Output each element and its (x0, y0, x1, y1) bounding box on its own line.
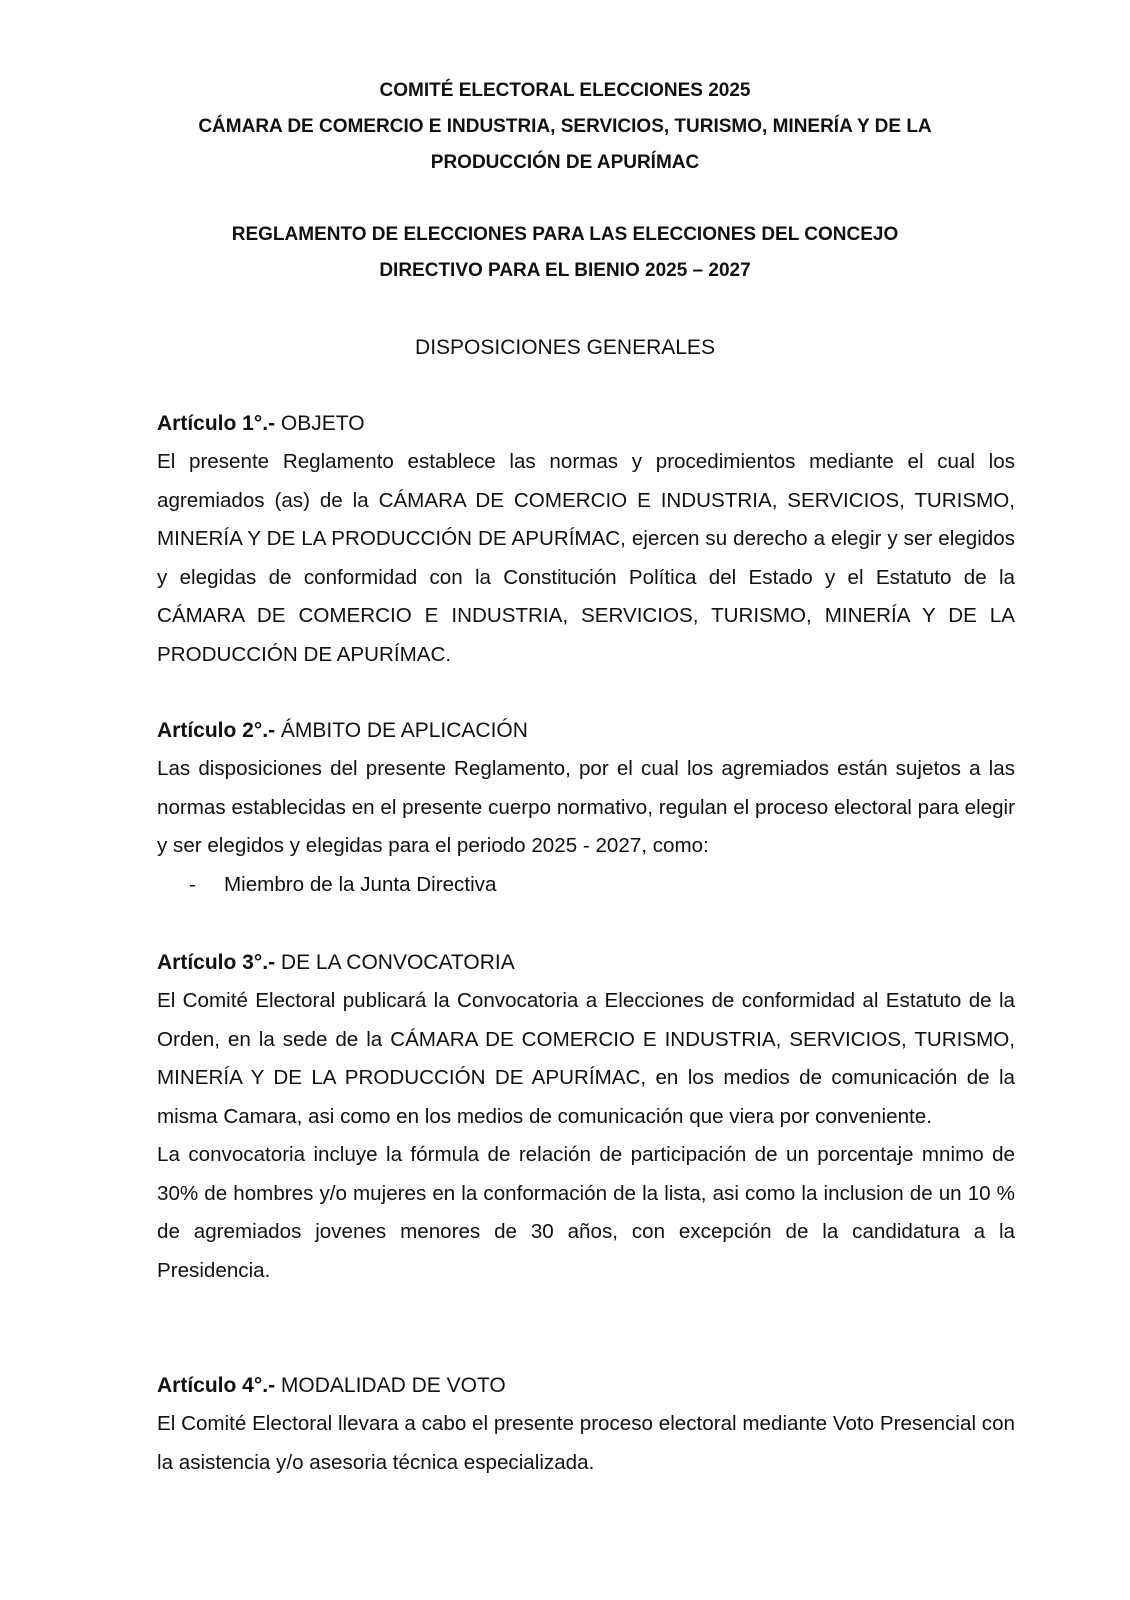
article-4-title: MODALIDAD DE VOTO (280, 1374, 506, 1397)
article-4-paragraph: El Comité Electoral llevara a cabo el presente proceso electoral mediante Voto Presencial con la asistencia y/o asesoria técnica especializada. (157, 1412, 1015, 1474)
list-bullet: - (189, 872, 196, 896)
article-4-heading (157, 1367, 1015, 1405)
article-4-label: Artículo 4°.- (157, 1374, 276, 1397)
article-3-paragraph-1: El Comité Electoral publicará la Convocatoria a Elecciones de conformidad al Estatuto de la Orden, en la sede de la CÁMARA DE COMERCIO E INDUSTRIA, SERVICIOS, TURISMO, MINERÍA Y DE LA PRODUCCIÓN DE APURÍMAC, en los medios de comunicación de la misma Camara, asi como en los medios de comunicación que viera por conveniente. (157, 989, 1015, 1128)
article-2-label: Artículo 2°.- (157, 719, 276, 742)
article-3 (157, 944, 1015, 1290)
article-1 (157, 405, 1015, 674)
article-1-paragraph: El presente Reglamento establece las normas y procedimientos mediante el cual los agremiados (as) de la CÁMARA DE COMERCIO E INDUSTRIA, SERVICIOS, TURISMO, MINERÍA Y DE LA PRODUCCIÓN DE APURÍMAC, ejercen su derecho a elegir y ser elegidos y elegidas de conformidad con la Constitución Política del Estado y el Estatuto de la CÁMARA DE COMERCIO E INDUSTRIA, SERVICIOS, TURISMO, MINERÍA Y DE LA PRODUCCIÓN DE APURÍMAC. (157, 450, 1015, 666)
regulation-title (150, 217, 980, 289)
regulation-title-line1: REGLAMENTO DE ELECCIONES PARA LAS ELECCIONES DEL CONCEJO (231, 224, 899, 245)
article-3-heading (157, 944, 1015, 982)
section-title: DISPOSICIONES GENERALES (415, 336, 715, 359)
article-2-title: ÁMBITO DE APLICACIÓN (280, 719, 528, 742)
committee-header (150, 73, 980, 181)
article-2-paragraph: Las disposiciones del presente Reglamento, por el cual los agremiados están sujetos a las normas establecidas en el presente cuerpo normativo, regulan el proceso electoral para elegir y ser elegidos y elegidas para el periodo 2025 - 2027, como: (157, 757, 1015, 857)
article-1-label: Artículo 1°.- (157, 412, 276, 435)
header-line-region: PRODUCCIÓN DE APURÍMAC (430, 152, 700, 173)
article-4 (157, 1367, 1015, 1482)
header-line-chamber: CÁMARA DE COMERCIO E INDUSTRIA, SERVICIOS, TURISMO, MINERÍA Y DE LA (198, 116, 932, 137)
article-3-label: Artículo 3°.- (157, 951, 276, 974)
list-item-text: Miembro de la Junta Directiva (224, 872, 497, 896)
article-2-heading (157, 712, 1015, 750)
article-3-title: DE LA CONVOCATORIA (280, 951, 515, 974)
article-1-title: OBJETO (280, 412, 365, 435)
article-2 (157, 712, 1015, 904)
header-line-committee: COMITÉ ELECTORAL ELECCIONES 2025 (379, 80, 751, 101)
article-1-heading (157, 405, 1015, 443)
article-3-paragraph-2: La convocatoria incluye la fórmula de relación de participación de un porcentaje mnimo de 30% de hombres y/o mujeres en la conformación de la lista, asi como la inclusion de un 10 % de agremiados jovenes menores de 30 años, con excepción de la candidatura a la Presidencia. (157, 1143, 1015, 1282)
list-item (157, 866, 1015, 905)
regulation-title-line2: DIRECTIVO PARA EL BIENIO 2025 – 2027 (379, 260, 751, 281)
